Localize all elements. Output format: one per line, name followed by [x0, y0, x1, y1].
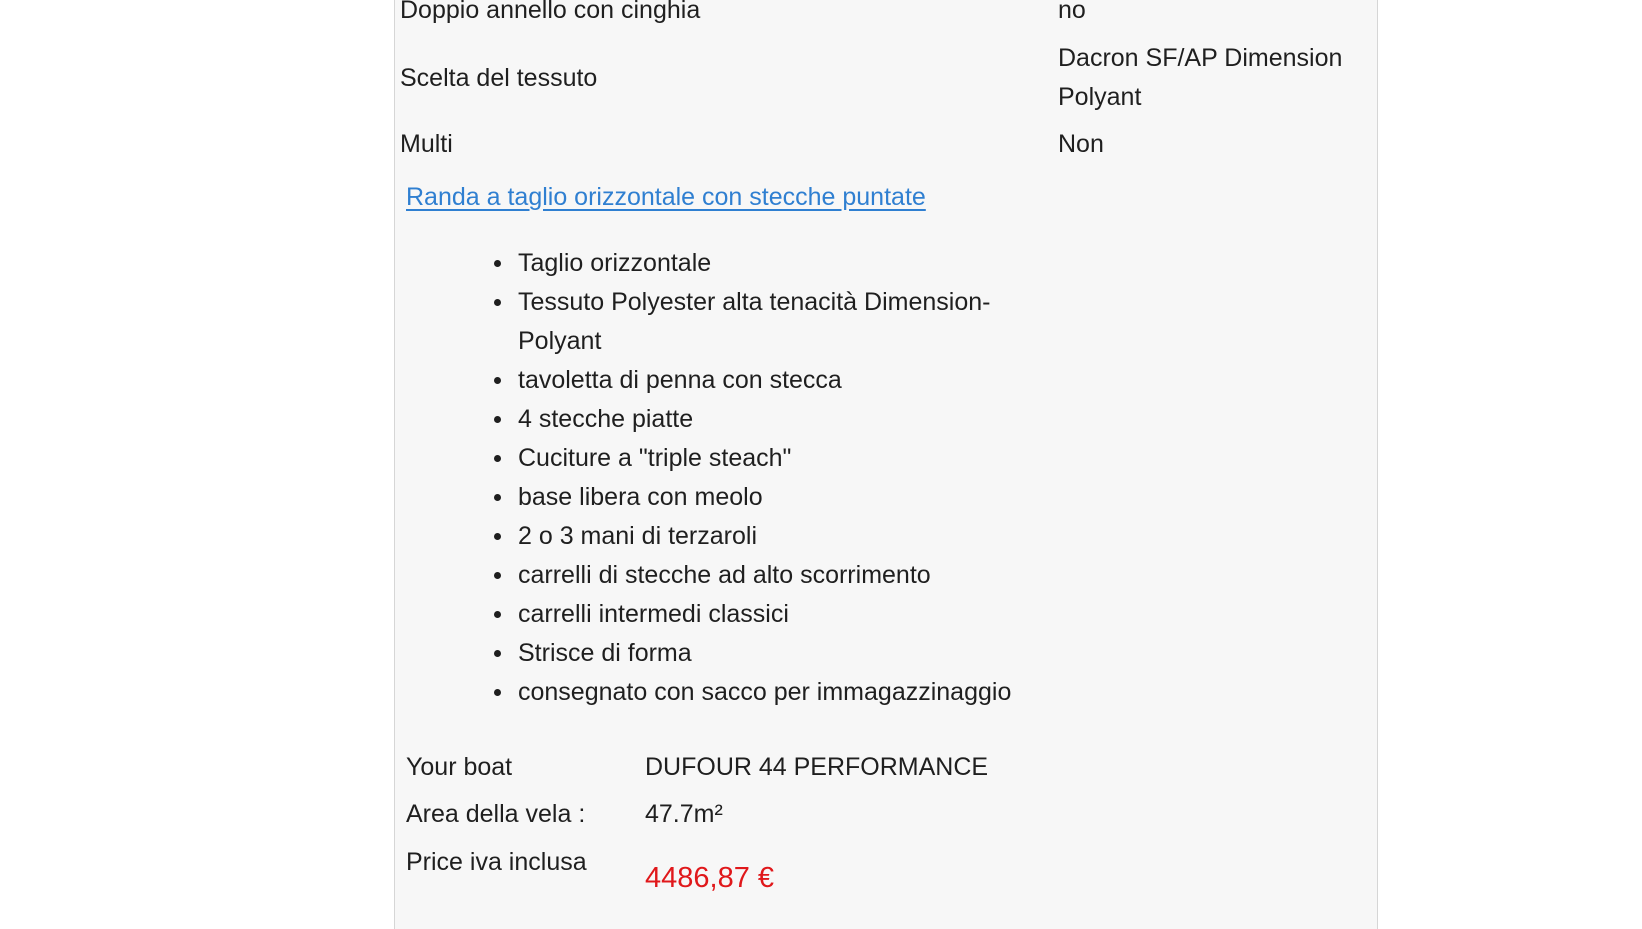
boat-value: DUFOUR 44 PERFORMANCE	[645, 753, 989, 781]
spec-value-multi: Non	[1058, 130, 1104, 158]
spec-value-fabric-line1: Dacron SF/AP Dimension	[1058, 44, 1343, 72]
spec-label-multi: Multi	[400, 130, 453, 158]
list-item: 4 stecche piatte	[490, 400, 1011, 439]
bullet-icon	[494, 572, 501, 579]
bullet-icon	[494, 260, 501, 267]
list-item: Cuciture a "triple steach"	[490, 439, 1011, 478]
list-item: 2 o 3 mani di terzaroli	[490, 517, 1011, 556]
bullet-icon	[494, 455, 501, 462]
price-label: Price iva inclusa	[406, 848, 587, 876]
spec-label-double-ring: Doppio annello con cinghia	[400, 0, 701, 24]
sail-area-label: Area della vela :	[406, 800, 586, 828]
bullet-icon	[494, 611, 501, 618]
list-item: carrelli intermedi classici	[490, 595, 1011, 634]
boat-label: Your boat	[406, 753, 513, 781]
bullet-icon	[494, 299, 501, 306]
list-item: Taglio orizzontale	[490, 244, 1011, 283]
list-item: Tessuto Polyester alta tenacità Dimension-	[490, 283, 1011, 322]
feature-list	[490, 244, 1011, 712]
list-item-continuation: Polyant	[518, 327, 602, 355]
bullet-icon	[494, 650, 501, 657]
price-value: 4486,87 €	[645, 862, 775, 894]
list-item: tavoletta di penna con stecca	[490, 361, 1011, 400]
spec-value-double-ring: no	[1058, 0, 1086, 24]
spec-label-fabric: Scelta del tessuto	[400, 64, 598, 92]
bullet-icon	[494, 377, 501, 384]
sail-area-value: 47.7m²	[645, 800, 723, 828]
list-item: carrelli di stecche ad alto scorrimento	[490, 556, 1011, 595]
list-item: consegnato con sacco per immagazzinaggio	[490, 673, 1011, 712]
bullet-icon	[494, 416, 501, 423]
spec-value-fabric-line2: Polyant	[1058, 83, 1142, 111]
product-title-link[interactable]: Randa a taglio orizzontale con stecche puntate	[406, 183, 926, 211]
list-item: base libera con meolo	[490, 478, 1011, 517]
bullet-icon	[494, 494, 501, 501]
bullet-icon	[494, 533, 501, 540]
bullet-icon	[494, 689, 501, 696]
list-item: Strisce di forma	[490, 634, 1011, 673]
